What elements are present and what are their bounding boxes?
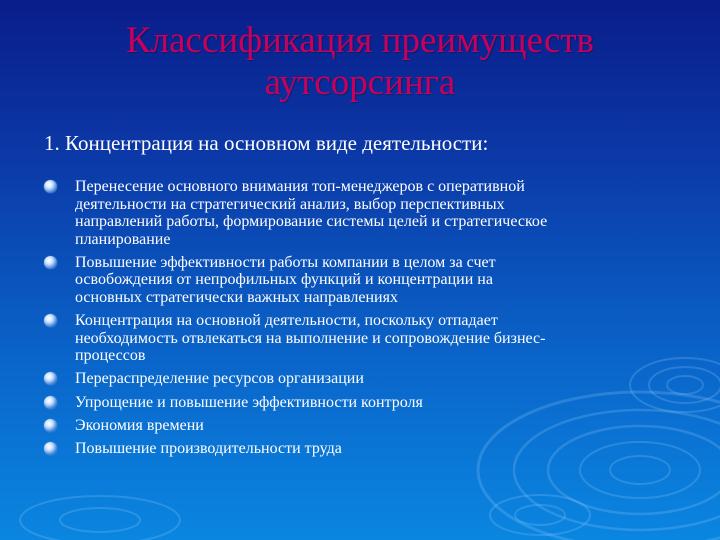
title-line-1: Классификация преимуществ (125, 20, 595, 61)
sphere-bullet-icon (44, 372, 57, 385)
section-heading: 1. Концентрация на основном виде деятельности: (44, 131, 489, 155)
bullet-text-line: процессов (75, 347, 146, 365)
bullet-item (44, 370, 684, 388)
title-line-2: аутсорсинга (264, 62, 456, 103)
bullet-text-line: необходимость отвлекаться на выполнение и сопровождение бизнес- (75, 329, 546, 347)
bullet-text-line: освобождения от непрофильных функций и концентрации на (75, 271, 493, 289)
bullet-item (44, 312, 684, 365)
sphere-bullet-icon (44, 442, 57, 455)
bullet-text-line: планирование (75, 230, 171, 248)
bullet-text-line: Концентрация на основной деятельности, поскольку отпадает (75, 312, 498, 330)
bullet-text-line: Перераспределение ресурсов организации (75, 370, 364, 388)
bullet-text-line: Повышение эффективности работы компании в целом за счет (75, 253, 496, 271)
bullet-text-line: Перенесение основного внимания топ-менеджеров с оперативной (75, 178, 525, 195)
slide-title (0, 20, 720, 104)
sphere-bullet-icon (44, 256, 57, 269)
bullet-item (44, 417, 684, 435)
sphere-bullet-icon (44, 396, 57, 409)
bullet-item (44, 254, 684, 307)
bullet-text-line: Упрощение и повышение эффективности контроля (75, 393, 423, 411)
bullet-item (44, 440, 684, 458)
bullet-text-line: деятельности на стратегический анализ, выбор перспективных (75, 195, 505, 213)
sphere-bullet-icon (44, 180, 57, 193)
bullet-text-line: Повышение производительности труда (75, 439, 342, 457)
sphere-bullet-icon (44, 419, 57, 432)
bullet-text-line: направлений работы, формирование системы целей и стратегическое (75, 213, 548, 231)
bullet-item (44, 394, 684, 412)
bullet-item (44, 178, 684, 248)
bullet-text-line: основных стратегически важных направлениях (75, 289, 398, 307)
bullet-list (44, 178, 684, 463)
sphere-bullet-icon (44, 314, 57, 327)
bullet-text-line: Экономия времени (75, 416, 204, 434)
